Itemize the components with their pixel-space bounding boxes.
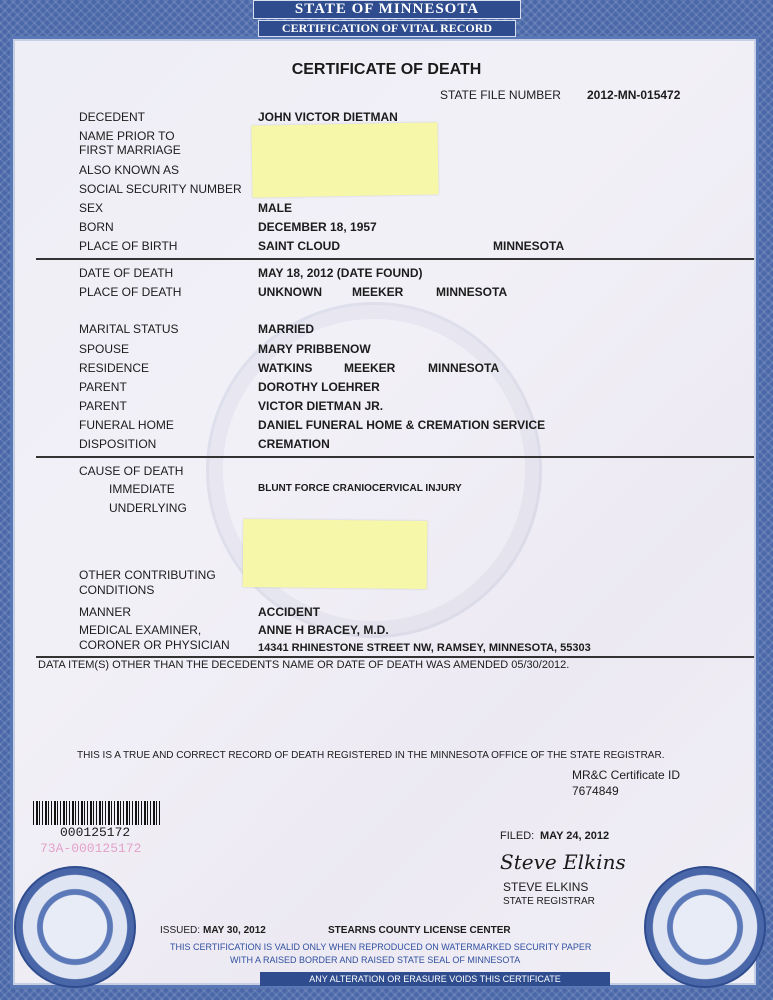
label-parent-2: PARENT [79, 399, 127, 413]
value-manner: ACCIDENT [258, 605, 320, 619]
value-res-city: WATKINS [258, 361, 313, 375]
license-center: STEARNS COUNTY LICENSE CENTER [328, 925, 511, 936]
label-other-contrib-2: CONDITIONS [79, 583, 155, 597]
issued-label: ISSUED: [160, 925, 201, 936]
value-immediate: BLUNT FORCE CRANIOCERVICAL INJURY [258, 483, 462, 494]
value-birth-state: MINNESOTA [493, 239, 565, 253]
value-sex: MALE [258, 201, 292, 215]
alteration-warning: ANY ALTERATION OR ERASURE VOIDS THIS CERTIFICATE [260, 972, 610, 986]
state-file-number: 2012-MN-015472 [587, 88, 681, 102]
validity-line-1: THIS CERTIFICATION IS VALID ONLY WHEN REPRODUCED ON WATERMARKED SECURITY PAPER [170, 942, 592, 952]
value-disposition: CREMATION [258, 437, 330, 451]
value-res-state: MINNESOTA [428, 361, 500, 375]
state-banner: STATE OF MINNESOTA [253, 0, 521, 19]
label-name-prior-1: NAME PRIOR TO [79, 129, 175, 143]
label-immediate: IMMEDIATE [109, 482, 175, 496]
value-parent-2: VICTOR DIETMAN JR. [258, 399, 384, 413]
label-date-of-death: DATE OF DEATH [79, 266, 174, 280]
value-funeral-home: DANIEL FUNERAL HOME & CREMATION SERVICE [258, 418, 546, 432]
true-record-statement: THIS IS A TRUE AND CORRECT RECORD OF DEATH REGISTERED IN THE MINNESOTA OFFICE OF THE STATE REGISTRAR. [77, 750, 665, 761]
value-birth-city: SAINT CLOUD [258, 239, 340, 253]
filed-label: FILED: [500, 830, 535, 842]
barcode-number: 000125172 [60, 825, 131, 840]
value-spouse: MARY PRIBBENOW [258, 342, 371, 356]
value-death-county: MEEKER [352, 285, 404, 299]
page-title: CERTIFICATE OF DEATH [291, 61, 482, 78]
label-place-of-birth: PLACE OF BIRTH [79, 239, 178, 253]
label-residence: RESIDENCE [79, 361, 150, 375]
state-seal-icon [14, 866, 136, 988]
label-name-prior-2: FIRST MARRIAGE [79, 143, 181, 157]
label-ssn: SOCIAL SECURITY NUMBER [79, 182, 242, 196]
mrc-id: 7674849 [572, 784, 619, 798]
mrc-label: MR&C Certificate ID [572, 768, 681, 782]
issued-date: MAY 30, 2012 [203, 925, 266, 936]
label-disposition: DISPOSITION [79, 437, 157, 451]
amended-note: DATA ITEM(S) OTHER THAN THE DECEDENTS NAME OR DATE OF DEATH WAS AMENDED 05/30/2012. [38, 659, 570, 671]
registrar-name: STEVE ELKINS [503, 880, 589, 894]
stamp-number: 73A-000125172 [40, 841, 142, 856]
section-divider [36, 456, 754, 458]
label-spouse: SPOUSE [79, 342, 130, 356]
validity-line-2: WITH A RAISED BORDER AND RAISED STATE SEAL OF MINNESOTA [230, 955, 521, 965]
label-underlying: UNDERLYING [109, 501, 187, 515]
section-divider [36, 258, 754, 260]
label-aka: ALSO KNOWN AS [79, 163, 180, 177]
certification-banner: CERTIFICATION OF VITAL RECORD [258, 20, 516, 37]
label-funeral-home: FUNERAL HOME [79, 418, 174, 432]
state-file-label: STATE FILE NUMBER [440, 88, 561, 102]
value-born: DECEMBER 18, 1957 [258, 220, 377, 234]
label-born: BORN [79, 220, 114, 234]
value-decedent: JOHN VICTOR DIETMAN [258, 110, 398, 124]
label-me-2: CORONER OR PHYSICIAN [79, 638, 230, 652]
value-res-county: MEEKER [344, 361, 396, 375]
label-cause-of-death: CAUSE OF DEATH [79, 464, 184, 478]
value-death-place: UNKNOWN [258, 285, 322, 299]
value-parent-1: DOROTHY LOEHRER [258, 380, 380, 394]
label-manner: MANNER [79, 605, 132, 619]
value-date-of-death: MAY 18, 2012 (DATE FOUND) [258, 266, 423, 280]
redaction-sticker [251, 122, 438, 197]
label-parent-1: PARENT [79, 380, 127, 394]
label-other-contrib-1: OTHER CONTRIBUTING [79, 568, 216, 582]
value-marital-status: MARRIED [258, 322, 314, 336]
value-me-address: 14341 RHINESTONE STREET NW, RAMSEY, MINNESOTA, 55303 [258, 642, 591, 654]
label-decedent: DECEDENT [79, 110, 146, 124]
barcode-image [33, 801, 161, 825]
label-marital-status: MARITAL STATUS [79, 322, 179, 336]
registrar-title: STATE REGISTRAR [503, 896, 595, 907]
registrar-signature: Steve Elkins [500, 850, 626, 874]
label-sex: SEX [79, 201, 104, 215]
label-me-1: MEDICAL EXAMINER, [79, 623, 202, 637]
redaction-sticker [243, 519, 428, 589]
health-department-seal-icon [644, 866, 766, 988]
filed-date: MAY 24, 2012 [540, 830, 610, 842]
label-place-of-death: PLACE OF DEATH [79, 285, 182, 299]
value-me-name: ANNE H BRACEY, M.D. [258, 623, 389, 637]
value-death-state: MINNESOTA [436, 285, 508, 299]
